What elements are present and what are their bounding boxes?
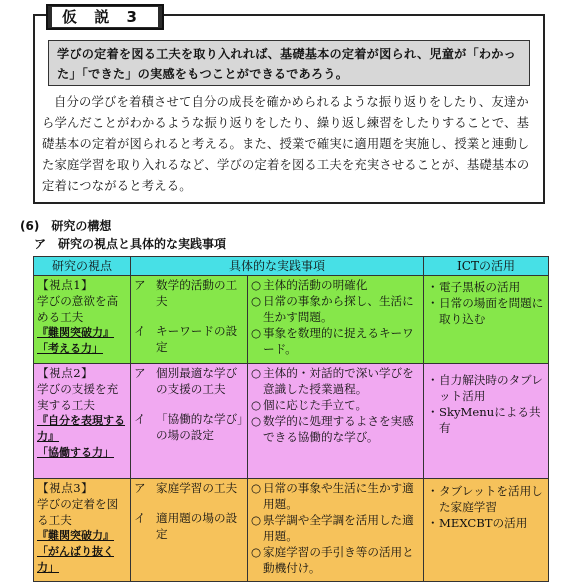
check-cell xyxy=(248,276,424,364)
check-item: ○ 事象を数理的に捉えるキーワード。 xyxy=(251,326,414,356)
hypothesis-statement: 学びの定着を図る工夫を取り入れれば、基礎基本の定着が図られ、児童が「わかった」「できた」の実感をもつことができるであろう。 xyxy=(48,40,530,86)
check-item: ○ 県学調や全学調を活用した適用題。 xyxy=(251,513,414,543)
viewpoint-cell xyxy=(34,479,131,582)
hypothesis-body xyxy=(42,92,538,197)
check-cell xyxy=(248,364,424,479)
check-item: ○ 数学的に処理するよさを実感できる協働的な学び。 xyxy=(251,414,414,444)
viewpoint-tag: 「協働する力」 xyxy=(37,446,114,459)
header-viewpoint: 研究の視点 xyxy=(34,257,131,276)
check-item: ○ 家庭学習の手引き等の活用と動機付け。 xyxy=(251,545,414,575)
check-item: ○ 主体的活動の明確化 xyxy=(251,278,368,292)
viewpoint-tag: 「がんばり抜く力」 xyxy=(37,545,114,574)
hypothesis-body-text: 自分の学びを着積させて自分の成長を確かめられるような振り返りをしたり、友達から学んだことがわかるような振り返りをしたり、繰り返し練習をしたりすることで、基礎基本の定着が図られると考える。また、授業で確実に適用題を実施し、授業と連動した家庭学習を取り入れるなど、学びの定着を図る工夫を充実させることが、基礎基本の定着につながると考える。 xyxy=(42,95,530,193)
ict-cell xyxy=(424,364,549,479)
check-item: ○ 日常の事象や生活に生かす適用題。 xyxy=(251,481,414,511)
practice-item: イ 適用題の場の設定 xyxy=(134,511,238,541)
viewpoint-tag: 『自分を表現する力』 xyxy=(37,414,125,443)
practice-cell xyxy=(131,364,248,479)
viewpoint-cell xyxy=(34,364,131,479)
header-practices: 具体的な実践事項 xyxy=(131,257,424,276)
ict-item: ・ タブレットを活用した家庭学習 xyxy=(427,484,543,514)
check-cell xyxy=(248,479,424,582)
viewpoint-text: 学びの支援を充実する工夫 xyxy=(37,382,119,412)
practice-item: ア 数学的活動の工夫 xyxy=(134,278,238,308)
ict-item: ・ SkyMenuによる共有 xyxy=(427,405,541,435)
viewpoint-tag: 『難関突破力』 xyxy=(37,326,114,339)
ict-cell xyxy=(424,479,549,582)
section-heading: (6) 研究の構想 xyxy=(20,219,112,233)
ict-item: ・ 電子黒板の活用 xyxy=(427,280,521,294)
practice-item: ア 個別最適な学びの支援の工夫 xyxy=(134,366,238,396)
table-row xyxy=(34,479,549,582)
practice-cell xyxy=(131,276,248,364)
viewpoint-tag: 「考える力」 xyxy=(37,342,103,355)
ict-item: ・ 日常の場面を問題に取り込む xyxy=(427,296,544,326)
ict-cell xyxy=(424,276,549,364)
table-row xyxy=(34,276,549,364)
viewpoint-cell xyxy=(34,276,131,364)
viewpoint-label: 【視点1】 xyxy=(37,278,94,292)
viewpoint-tag: 『難関突破力』 xyxy=(37,529,114,542)
practice-item: ア 家庭学習の工夫 xyxy=(134,481,238,495)
check-item: ○ 個に応じた手立て。 xyxy=(251,398,368,412)
practice-item: イ キーワードの設定 xyxy=(134,324,238,354)
viewpoint-text: 学びの定着を図る工夫 xyxy=(37,497,119,527)
viewpoint-label: 【視点3】 xyxy=(37,481,94,495)
viewpoint-text: 学びの意欲を高める工夫 xyxy=(37,294,119,324)
hypothesis-title: 仮 説 3 xyxy=(52,7,158,27)
practice-item: イ 「協働的な学び」の場の設定 xyxy=(134,412,243,442)
practice-table xyxy=(33,256,549,582)
table-header-row xyxy=(34,257,549,276)
check-item: ○ 主体的・対話的で深い学びを意識した授業過程。 xyxy=(251,366,414,396)
section-subheading: ア 研究の視点と具体的な実践事項 xyxy=(34,237,227,251)
ict-item: ・ 自力解決時のタブレット活用 xyxy=(427,373,543,403)
check-item: ○ 日常の事象から探し、生活に生かす問題。 xyxy=(251,294,414,324)
table-row xyxy=(34,364,549,479)
ict-item: ・ MEXCBTの活用 xyxy=(427,516,528,530)
practice-cell xyxy=(131,479,248,582)
header-ict: ICTの活用 xyxy=(424,257,549,276)
viewpoint-label: 【視点2】 xyxy=(37,366,94,380)
